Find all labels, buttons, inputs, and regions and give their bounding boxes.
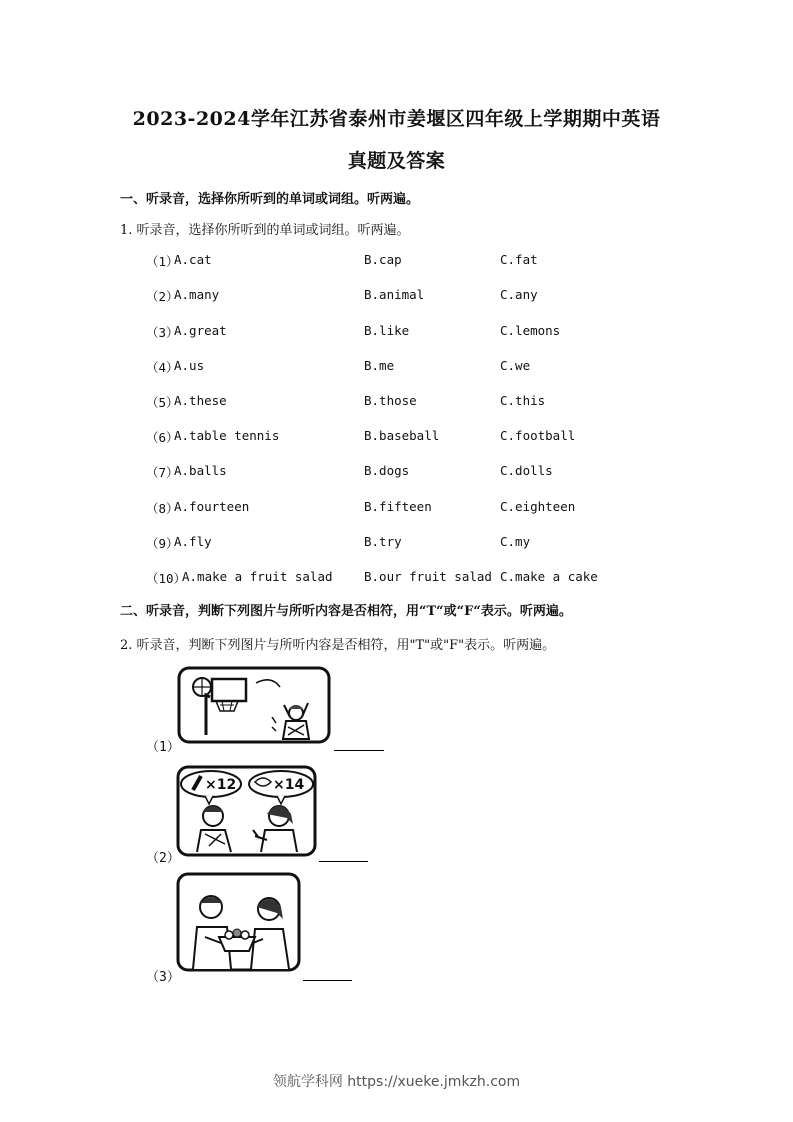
picture-label: （1）: [146, 740, 180, 755]
option-a: A.us: [174, 358, 205, 373]
item-number: （10）: [146, 571, 187, 586]
item-number: （4）: [146, 360, 179, 375]
item-number: （1）: [146, 254, 179, 269]
picture-basketball: [176, 665, 332, 745]
option-b: B.fifteen: [364, 499, 432, 514]
section1-heading: 一、听录音，选择你所听到的单词或词组。听两遍。: [120, 192, 420, 207]
option-a: A.balls: [174, 463, 227, 478]
picture-two-kids: [175, 764, 318, 858]
choice-row: [146, 323, 746, 343]
option-c: C.football: [500, 428, 576, 443]
option-a: A.these: [174, 393, 227, 408]
option-b: B.animal: [364, 287, 425, 302]
option-c: C.this: [500, 393, 546, 408]
option-b: B.cap: [364, 252, 402, 267]
question1-text: 1. 听录音，选择你所听到的单词或词组。听两遍。: [120, 223, 410, 238]
choice-row: [146, 569, 746, 589]
picture-label: （2）: [146, 851, 180, 866]
option-c: C.any: [500, 287, 538, 302]
option-c: C.dolls: [500, 463, 553, 478]
choice-row: [146, 287, 746, 307]
answer-blank[interactable]: [334, 750, 384, 751]
choice-row: [146, 534, 746, 554]
choice-row: [146, 393, 746, 413]
picture-fruit-salad: [175, 871, 302, 973]
choice-row: [146, 358, 746, 378]
option-a: A.fly: [174, 534, 212, 549]
option-a: A.table tennis: [174, 428, 280, 443]
question2-text: 2. 听录音，判断下列图片与所听内容是否相符，用"T"或"F"表示。听两遍。: [120, 638, 556, 653]
answer-blank[interactable]: [319, 861, 368, 862]
page-subtitle: 真题及答案: [347, 150, 446, 172]
choice-row: [146, 428, 746, 448]
bubble-right-text: ×14: [273, 777, 305, 793]
bubble-left-text: ×12: [205, 777, 237, 793]
option-c: C.lemons: [500, 323, 561, 338]
option-b: B.dogs: [364, 463, 410, 478]
option-a: A.great: [174, 323, 227, 338]
page-title: 2023-2024学年江苏省泰州市姜堰区四年级上学期期中英语: [132, 108, 661, 130]
option-c: C.my: [500, 534, 531, 549]
item-number: （7）: [146, 465, 179, 480]
option-b: B.try: [364, 534, 402, 549]
section2-heading: 二、听录音，判断下列图片与所听内容是否相符，用“T“或“F“表示。听两遍。: [120, 604, 572, 619]
item-number: （5）: [146, 395, 179, 410]
option-a: A.make a fruit salad: [182, 569, 333, 584]
option-b: B.like: [364, 323, 410, 338]
answer-blank[interactable]: [303, 980, 352, 981]
choice-row: [146, 252, 746, 272]
option-a: A.fourteen: [174, 499, 250, 514]
option-c: C.we: [500, 358, 531, 373]
item-number: （3）: [146, 325, 179, 340]
option-b: B.those: [364, 393, 417, 408]
option-b: B.our fruit salad: [364, 569, 492, 584]
picture-label: （3）: [146, 970, 180, 985]
choice-row: [146, 499, 746, 519]
item-number: （2）: [146, 289, 179, 304]
item-number: （8）: [146, 501, 179, 516]
item-number: （9）: [146, 536, 179, 551]
option-a: A.many: [174, 287, 220, 302]
footer-watermark: 领航学科网 https://xueke.jmkzh.com: [272, 1074, 521, 1090]
item-number: （6）: [146, 430, 179, 445]
choice-row: [146, 463, 746, 483]
option-c: C.fat: [500, 252, 538, 267]
option-b: B.me: [364, 358, 395, 373]
option-c: C.make a cake: [500, 569, 598, 584]
option-c: C.eighteen: [500, 499, 576, 514]
option-a: A.cat: [174, 252, 212, 267]
option-b: B.baseball: [364, 428, 440, 443]
